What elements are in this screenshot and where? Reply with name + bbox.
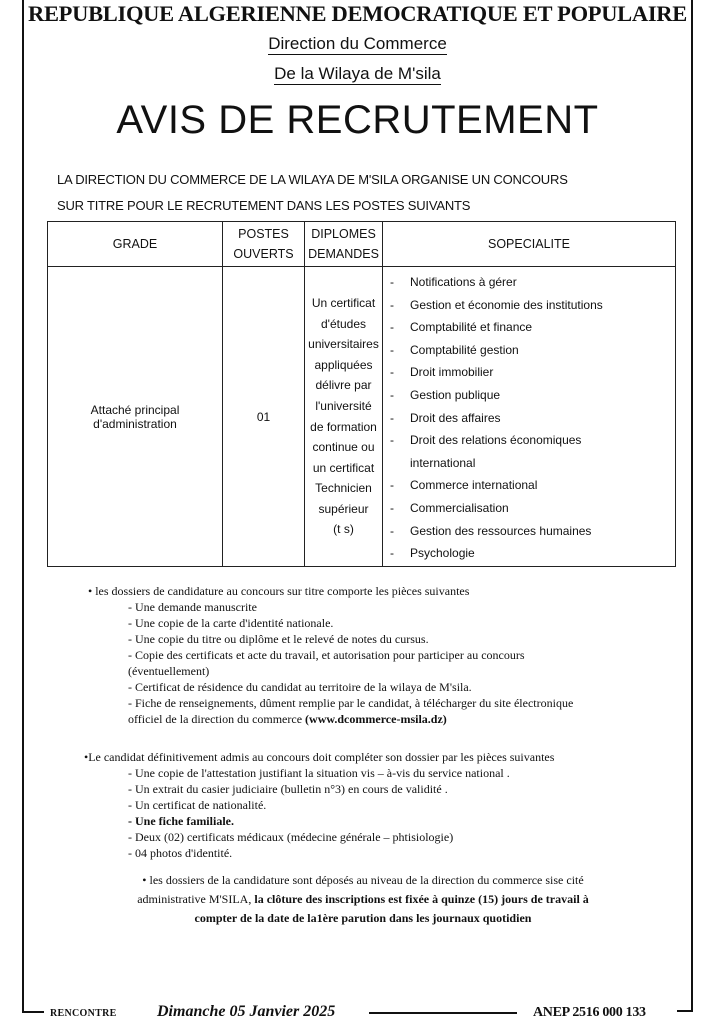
header-postes-line2: OUVERTS	[233, 247, 294, 261]
specialite-cell	[383, 267, 676, 567]
diplome-line: (t s)	[333, 522, 354, 537]
dossier-item: - Une demande manuscrite	[128, 600, 257, 614]
admis-intro: •Le candidat définitivement admis au concours doit compléter son dossier par les pièces suivantes	[84, 750, 555, 764]
direction-text: Direction du Commerce	[268, 34, 447, 53]
diplome-line: délivre par	[315, 378, 372, 393]
specialite-item	[383, 384, 675, 407]
website-link[interactable]: (www.dcommerce-msila.dz)	[305, 712, 447, 726]
admis-item: - Une copie de l'attestation justifiant la situation vis – à-vis du service national .	[128, 766, 510, 780]
dossier-item: - Fiche de renseignements, dûment remplie par le candidat, à télécharger du site électronique	[128, 696, 574, 710]
intro-line-2: SUR TITRE POUR LE RECRUTEMENT DANS LES POSTES SUIVANTS	[57, 198, 471, 213]
dossier-section	[88, 583, 648, 727]
specialite-item	[383, 361, 675, 384]
page-footer	[0, 1002, 725, 1024]
specialite-text: Gestion publique	[410, 387, 501, 402]
specialite-item	[383, 429, 630, 474]
diplome-line: appliquées	[314, 357, 373, 372]
diplome-cell	[305, 267, 383, 567]
closing-line-3-bold: compter de la date de la1ère parution dans les journaux quotidien	[194, 911, 532, 925]
frame-right-border	[691, 0, 693, 1010]
header-diplomes	[305, 222, 383, 267]
diplome-line: d'études	[321, 316, 366, 331]
closing-line-1: • les dossiers de la candidature sont déposés au niveau de la direction du commerce sise cité	[142, 873, 584, 887]
dossier-intro: • les dossiers de candidature au concours sur titre comporte les pièces suivantes	[88, 584, 470, 598]
diplome-line: Technicien	[315, 481, 372, 496]
specialite-item	[383, 339, 675, 362]
direction-line-1	[24, 34, 691, 54]
specialite-text: Droit des relations économiques international	[410, 433, 582, 470]
dossier-official-text: officiel de la direction du commerce	[128, 712, 303, 726]
dash-bullet-icon: -	[390, 478, 394, 493]
specialite-item	[383, 316, 675, 339]
specialite-item	[383, 474, 675, 497]
dash-bullet-icon: -	[390, 546, 394, 561]
grade-line2: d'administration	[93, 416, 177, 431]
diplome-lines	[305, 293, 382, 540]
dash-bullet-icon: -	[390, 523, 394, 538]
header-grade: GRADE	[48, 222, 223, 267]
specialite-text: Comptabilité gestion	[410, 342, 519, 357]
closing-line-2-normal: administrative M'SILA,	[137, 892, 255, 906]
diplome-line: supérieur	[318, 501, 369, 516]
header-diplomes-line2: DEMANDES	[308, 247, 379, 261]
admis-section	[84, 749, 648, 861]
republic-heading: REPUBLIQUE ALGERIENNE DEMOCRATIQUE ET POPULAIRE	[28, 1, 687, 26]
dossier-item: - Une copie du titre ou diplôme et le relevé de notes du cursus.	[128, 632, 429, 646]
header-postes-line1: POSTES	[238, 227, 289, 241]
admis-item: - Un extrait du casier judiciaire (bulletin n°3) en cours de validité .	[128, 782, 448, 796]
anep-reference: ANEP 2516 000 133	[533, 1005, 646, 1020]
specialite-text: Commerce international	[410, 478, 538, 493]
specialite-text: Droit des affaires	[410, 410, 501, 425]
wilaya-text: De la Wilaya de M'sila	[274, 64, 441, 83]
dash-bullet-icon: -	[390, 320, 394, 335]
intro-line-1: LA DIRECTION DU COMMERCE DE LA WILAYA DE M'SILA ORGANISE UN CONCOURS	[57, 172, 568, 187]
dossier-item: - Certificat de résidence du candidat au territoire de la wilaya de M'sila.	[128, 680, 472, 694]
specialite-item	[383, 294, 675, 317]
admis-item: - Un certificat de nationalité.	[128, 798, 267, 812]
diplome-line: un certificat	[312, 460, 375, 475]
frame-left-border	[22, 0, 24, 1012]
specialite-item	[383, 271, 675, 294]
direction-line-2	[24, 64, 691, 84]
specialite-list	[383, 271, 675, 565]
specialite-text: Gestion et économie des institutions	[410, 297, 603, 312]
dossier-item: - Une copie de la carte d'identité nationale.	[128, 616, 334, 630]
dash-bullet-icon: -	[390, 297, 394, 312]
specialite-text: Comptabilité et finance	[410, 320, 533, 335]
table-row	[48, 267, 676, 567]
specialite-item	[383, 407, 675, 430]
specialite-item	[383, 497, 675, 520]
positions-table	[47, 221, 676, 567]
dash-bullet-icon: -	[390, 275, 394, 289]
diplome-line: continue ou	[312, 440, 375, 455]
postes-cell: 01	[223, 267, 305, 567]
notice-title: AVIS DE RECRUTEMENT	[116, 98, 599, 142]
publication-date: Dimanche 05 Janvier 2025	[157, 1003, 336, 1020]
rencontre-logo: RENCONTRE	[50, 1008, 117, 1019]
admis-item: - Deux (02) certificats médicaux (médecine générale – phtisiologie)	[128, 830, 454, 844]
specialite-text: Psychologie	[410, 546, 475, 561]
dash-bullet-icon: -	[390, 433, 394, 448]
diplome-line: Un certificat	[311, 295, 376, 310]
admis-item: - Une fiche familiale.	[128, 814, 234, 828]
dossier-item-continuation	[88, 711, 648, 727]
dash-bullet-icon: -	[390, 410, 394, 425]
dash-bullet-icon: -	[390, 387, 394, 402]
closing-line-3	[78, 909, 648, 928]
dash-bullet-icon: -	[390, 500, 394, 515]
diplome-line: l'université	[315, 398, 372, 413]
dossier-item: - Copie des certificats et acte du travail, et autorisation pour participer au concours	[128, 648, 525, 662]
header-diplomes-line1: DIPLOMES	[311, 227, 376, 241]
grade-cell	[48, 267, 223, 567]
table-header-row	[48, 222, 676, 267]
specialite-text: Droit immobilier	[410, 365, 494, 380]
closing-line-2-bold: la clôture des inscriptions est fixée à quinze (15) jours de travail à	[254, 892, 589, 906]
closing-paragraph	[78, 871, 648, 928]
dash-bullet-icon: -	[390, 365, 394, 380]
dash-bullet-icon: -	[390, 342, 394, 357]
admis-item: - 04 photos d'identité.	[128, 846, 233, 860]
grade-line1: Attaché principal	[90, 402, 180, 417]
specialite-text: Gestion des ressources humaines	[410, 523, 592, 538]
footer-divider	[369, 1012, 517, 1014]
dossier-item-continuation: (éventuellement)	[128, 664, 210, 678]
closing-line-2	[78, 890, 648, 909]
diplome-line: de formation	[310, 419, 377, 434]
specialite-text: Notifications à gérer	[410, 275, 517, 289]
specialite-text: Commercialisation	[410, 500, 509, 515]
specialite-item	[383, 520, 675, 543]
diplome-line: universitaires	[308, 337, 379, 352]
specialite-item	[383, 542, 675, 565]
header-specialite: SOPECIALITE	[383, 222, 676, 267]
header-postes	[223, 222, 305, 267]
